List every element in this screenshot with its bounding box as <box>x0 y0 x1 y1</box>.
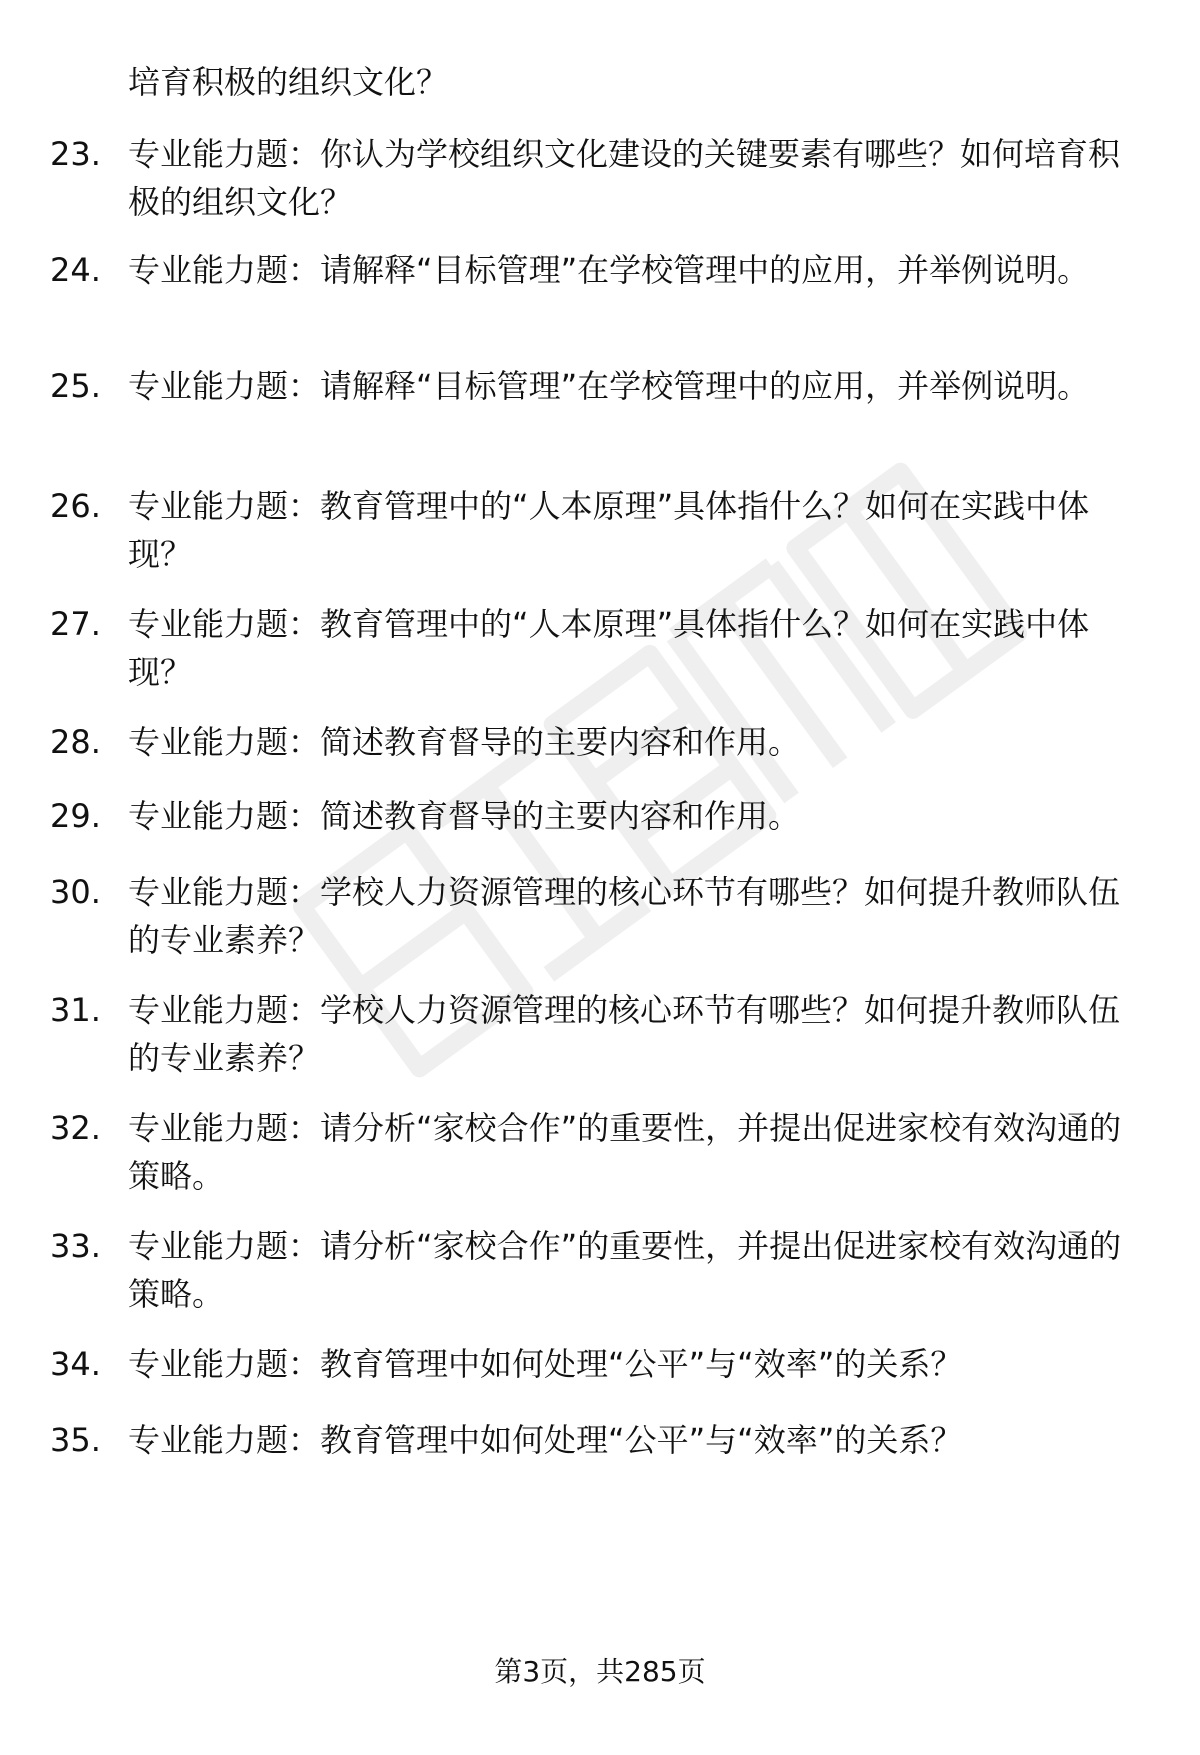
item-text: 专业能力题：简述教育督导的主要内容和作用。 <box>128 723 801 761</box>
item-text: 专业能力题：简述教育督导的主要内容和作用。 <box>128 797 801 835</box>
item-number: 35. <box>50 1421 101 1459</box>
item-text: 专业能力题：学校人力资源管理的核心环节有哪些？如何提升教师队伍的专业素养？ <box>128 873 1121 959</box>
item-number: 24. <box>50 251 101 289</box>
item-number: 28. <box>50 723 101 761</box>
item-number: 27. <box>50 605 101 643</box>
item-number: 31. <box>50 991 101 1029</box>
item-number: 25. <box>50 367 101 405</box>
item-number: 34. <box>50 1345 101 1383</box>
item-text: 专业能力题：请分析“家校合作”的重要性，并提出促进家校有效沟通的策略。 <box>128 1109 1122 1195</box>
continued-line: 培育积极的组织文化？ <box>128 63 449 101</box>
item-text: 专业能力题：请解释“目标管理”在学校管理中的应用，并举例说明。 <box>128 367 1090 405</box>
item-number: 23. <box>50 135 101 173</box>
item-text: 专业能力题：教育管理中的“人本原理”具体指什么？如何在实践中体现？ <box>128 487 1090 573</box>
item-text: 专业能力题：你认为学校组织文化建设的关键要素有哪些？如何培育积极的组织文化？ <box>128 135 1121 221</box>
item-number: 30. <box>50 873 101 911</box>
item-text: 专业能力题：教育管理中如何处理“公平”与“效率”的关系？ <box>128 1421 963 1459</box>
item-number: 33. <box>50 1227 101 1265</box>
item-text: 专业能力题：学校人力资源管理的核心环节有哪些？如何提升教师队伍的专业素养？ <box>128 991 1121 1077</box>
item-number: 32. <box>50 1109 101 1147</box>
item-text: 专业能力题：请解释“目标管理”在学校管理中的应用，并举例说明。 <box>128 251 1090 289</box>
page-number-footer: 第3页，共285页 <box>494 1655 706 1688</box>
item-text: 专业能力题：请分析“家校合作”的重要性，并提出促进家校有效沟通的策略。 <box>128 1227 1122 1313</box>
item-text: 专业能力题：教育管理中如何处理“公平”与“效率”的关系？ <box>128 1345 963 1383</box>
item-text: 专业能力题：教育管理中的“人本原理”具体指什么？如何在实践中体现？ <box>128 605 1090 691</box>
item-number: 26. <box>50 487 101 525</box>
item-number: 29. <box>50 797 101 835</box>
